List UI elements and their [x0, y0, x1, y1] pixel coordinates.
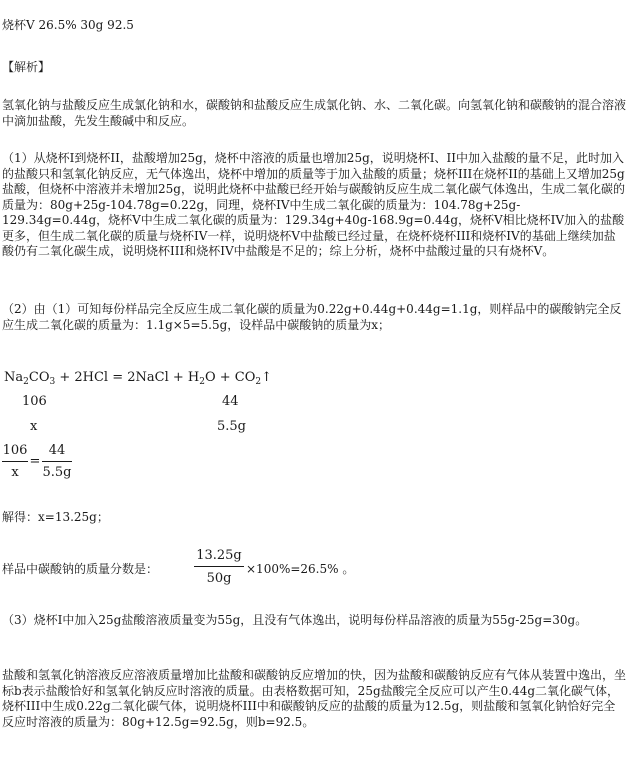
part3-paragraph: （3）烧杯I中加入25g盐酸溶液质量变为55g，且没有气体逸出，说明每份样品溶液的质量为55g-25g=30g。 [2, 613, 588, 627]
eq-na-sub: 2 [23, 377, 29, 387]
eq-co: CO [28, 370, 50, 385]
fraction-suffix: ×100%=26.5% 。 [246, 562, 355, 576]
prop-right-den: 5.5g [42, 465, 72, 480]
fraction-prefix: 样品中碳酸钠的质量分数是： [2, 562, 159, 576]
prop-equals: = [29, 454, 41, 469]
intro-paragraph: 氢氧化钠与盐酸反应生成氯化钠和水，碳酸钠和盐酸反应生成氯化钠、水、二氧化碳。向氢氧化钠和碳酸钠的混合溶液中滴加盐酸，先发生酸碱中和反应。 [2, 98, 627, 128]
part1-paragraph: （1）从烧杯I到烧杯II，盐酸增加25g，烧杯中溶液的质量也增加25g，说明烧杯I、II中加入盐酸的量不足，此时加入的盐酸只和氢氧化钠反应，无气体逸出，烧杯中增加的质量等于加入盐酸的质量；烧杯III在烧杯II的基础上又增加25g盐酸，但烧杯中溶液并未增加25g，说明此烧杯中盐酸已经开始与碳酸钠反应生成二氧化碳气体逸出，生成二氧化碳的质量为：80g+25g-104.78g=0.22g，同理，烧杯IV中生成二氧化碳的质量为：104.78g+25g-129.34g=0.44g，烧杯V中生成二氧化碳的质量为：129.34g+40g-168.9g=0.44g，烧杯V相比烧杯IV加入的盐酸更多，但生成二氧化碳的质量与烧杯IV一样，说明烧杯V中盐酸已经过量，在烧杯烧杯III和烧杯IV的基础上继续加盐酸仍有二氧化碳生成，说明烧杯III和烧杯IV中盐酸是不足的；综上分析，烧杯中盐酸过量的只有烧杯V。 [2, 151, 625, 258]
fraction-den: 50g [206, 571, 232, 586]
prop-left-den: x [11, 465, 19, 480]
unknown-x: x [30, 419, 38, 434]
solution-line: 解得：x=13.25g； [2, 510, 109, 524]
eq-h-sub: 2 [199, 377, 205, 387]
prop-right-num: 44 [48, 443, 66, 458]
eq-na: Na [4, 370, 24, 385]
fraction-bar [194, 566, 244, 567]
part4-paragraph: 盐酸和氢氧化钠溶液反应溶液质量增加比盐酸和碳酸钠反应增加的快，因为盐酸和碳酸钠反应有气体从装置中逸出，坐标b表示盐酸恰好和氢氧化钠反应时溶液的质量。由表格数据可知，25g盐酸完全反应可以产生0.44g二氧化碳气体，烧杯III中生成0.22g二氧化碳气体，说明烧杯III中和碳酸钠反应的盐酸的质量为12.5g，则盐酸和氢氧化钠恰好完全反应时溶液的质量为：80g+12.5g=92.5g，则b=92.5。 [2, 668, 627, 729]
eq-o-co: O + CO [204, 370, 256, 385]
eq-co2-sub: 2 [255, 377, 262, 387]
eq-co3-sub: 3 [49, 377, 56, 387]
given-mass: 5.5g [217, 419, 246, 434]
prop-left-bar [2, 461, 28, 462]
section-heading: 【解析】 [2, 60, 51, 74]
mass-na2co3: 106 [22, 394, 47, 409]
fraction-num: 13.25g [196, 548, 242, 563]
gas-arrow-icon: ↑ [261, 370, 273, 385]
chemical-equation [4, 370, 272, 385]
mass-co2: 44 [222, 394, 239, 409]
prop-right-bar [42, 461, 72, 462]
part2-paragraph: （2）由（1）可知每份样品完全反应生成二氧化碳的质量为0.22g+0.44g+0.44g=1.1g，则样品中的碳酸钠完全反应生成二氧化碳的质量为：1.1g×5=5.5g，设样品中碳酸钠的质量为x； [2, 302, 622, 332]
eq-middle: + 2HCl = 2NaCl + H [55, 370, 200, 385]
answer-line: 烧杯V 26.5% 30g 92.5 [2, 18, 134, 32]
prop-left-num: 106 [2, 443, 28, 458]
